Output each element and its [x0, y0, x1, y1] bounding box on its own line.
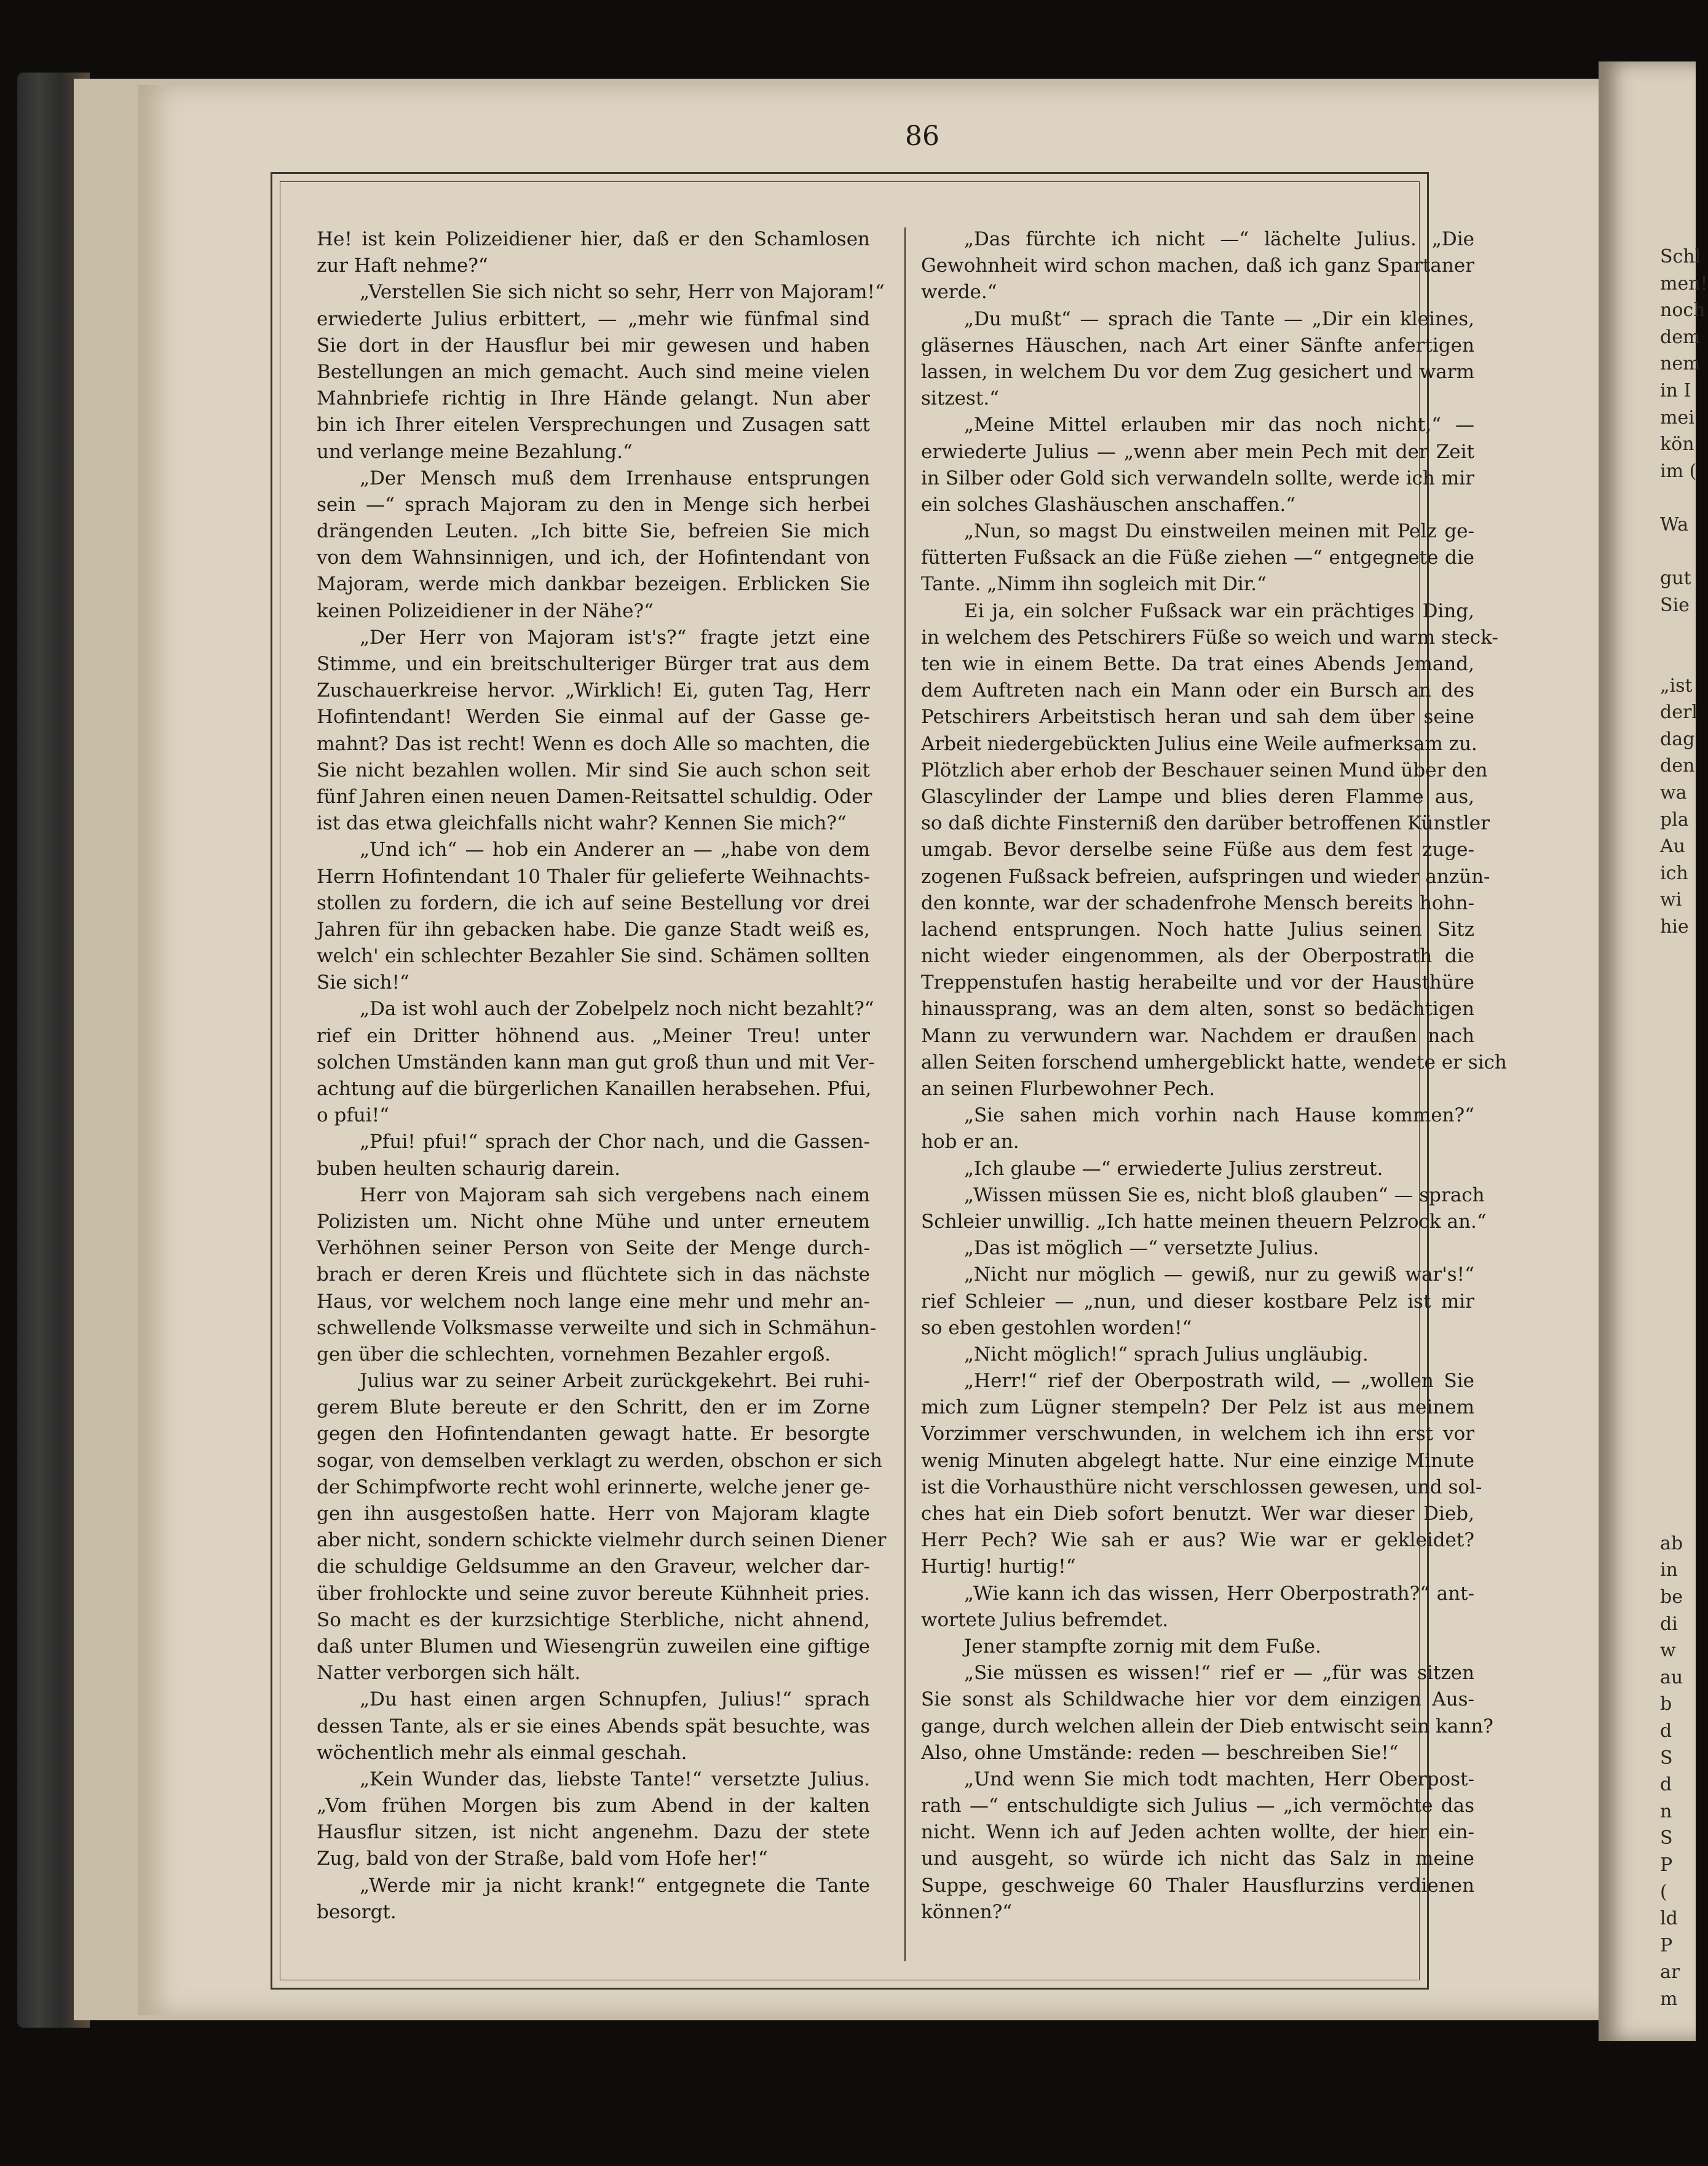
text-line: „Da ist wohl auch der Zobelpelz noch nicht bezahlt?“	[360, 998, 874, 1021]
text-line: Polizisten um. Nicht ohne Mühe und unter erneutem	[317, 1210, 870, 1233]
text-line: Mahnbriefe richtig in Ihre Hände gelangt. Nun aber	[317, 387, 870, 410]
text-line: „Nicht möglich!“ sprach Julius ungläubig.	[964, 1343, 1369, 1366]
text-line: „Sie sahen mich vorhin nach Hause kommen?“	[964, 1104, 1474, 1127]
text-line: Suppe, geschweige 60 Thaler Hausflurzins verdienen	[921, 1874, 1474, 1897]
text-line: „Nun, so magst Du einstweilen meinen mit Pelz ge-	[964, 520, 1474, 543]
facing-page-fragment: n	[1660, 1800, 1672, 1822]
facing-page-fragment: P	[1660, 1854, 1673, 1876]
facing-page-fragment: wi	[1660, 889, 1682, 911]
facing-page-fragment: ab	[1660, 1532, 1683, 1554]
text-line: den konnte, war der schadenfrohe Mensch bereits hohn-	[921, 891, 1474, 914]
text-line: hob er an.	[921, 1131, 1019, 1153]
text-line: gegen den Hofintendanten gewagt hatte. Er besorgte	[317, 1423, 870, 1445]
text-line: in Silber oder Gold sich verwandeln sollte, werde ich mir	[921, 467, 1474, 489]
page-number: 86	[905, 121, 939, 152]
facing-page-fragment: in	[1660, 1559, 1678, 1581]
text-line: die schuldige Geldsumme an den Graveur, welcher dar-	[317, 1555, 870, 1578]
text-line: hinaussprang, was an dem alten, sonst so bedächtigen	[921, 998, 1474, 1021]
text-line: „Der Herr von Majoram ist's?“ fragte jetzt eine	[360, 626, 870, 649]
text-line: „Und wenn Sie mich todt machten, Herr Oberpost-	[964, 1768, 1474, 1790]
facing-page-fragment: derl	[1660, 702, 1698, 724]
text-line: buben heulten schaurig darein.	[317, 1157, 620, 1180]
facing-page-fragment: be	[1660, 1586, 1683, 1608]
text-line: Vorzimmer verschwunden, in welchem ich ihn erst vor	[921, 1423, 1474, 1445]
facing-page-fragment: S	[1660, 1747, 1673, 1769]
column-divider	[904, 227, 906, 1961]
text-line: gerem Blute bereute er den Schritt, den er im Zorne	[317, 1396, 870, 1419]
text-line: „Das ist möglich —“ versetzte Julius.	[964, 1237, 1319, 1260]
text-line: dem Auftreten nach ein Mann oder ein Bursch an des	[921, 679, 1474, 702]
text-line: erwiederte Julius erbittert, — „mehr wie fünfmal sind	[317, 307, 870, 330]
right-text-column	[921, 226, 1507, 1926]
text-line: stollen zu fordern, die ich auf seine Bestellung vor drei	[317, 891, 870, 914]
text-line: Treppenstufen hastig herabeilte und vor der Hausthüre	[921, 971, 1474, 994]
facing-page-fragment: d	[1660, 1720, 1672, 1742]
text-line: besorgt.	[317, 1900, 397, 1923]
text-line: dessen Tante, als er sie eines Abends spät besuchte, was	[317, 1715, 870, 1737]
text-line: können?“	[921, 1900, 1013, 1923]
text-line: „Du hast einen argen Schnupfen, Julius!“ sprach	[360, 1688, 870, 1711]
text-line: mich zum Lügner stempeln? Der Pelz ist aus meinem	[921, 1396, 1474, 1419]
text-line: nicht wieder eingenommen, als der Oberpostrath die	[921, 945, 1474, 968]
text-line: und ausgeht, so würde ich nicht das Salz in meine	[921, 1848, 1474, 1870]
facing-page-edge	[1599, 61, 1708, 2041]
facing-page-fragment: au	[1660, 1666, 1683, 1688]
text-line: Schleier unwillig. „Ich hatte meinen theuern Pelzrock an.“	[921, 1210, 1487, 1233]
facing-page-fragment: dag	[1660, 728, 1695, 750]
text-line: Petschirers Arbeitstisch heran und sah dem über seine	[921, 706, 1474, 729]
text-line: mahnt? Das ist recht! Wenn es doch Alle so machten, die	[317, 732, 870, 755]
text-line: lachend entsprungen. Noch hatte Julius seinen Sitz	[921, 918, 1474, 941]
text-line: „Verstellen Sie sich nicht so sehr, Herr von Majoram!“	[360, 281, 885, 304]
facing-page-fragment: w	[1660, 1640, 1676, 1662]
text-line: brach er deren Kreis und flüchtete sich in das nächste	[317, 1263, 870, 1286]
text-line: Hofintendant! Werden Sie einmal auf der Gasse ge-	[317, 706, 870, 729]
text-line: nicht. Wenn ich auf Jeden achten wollte, der hier ein-	[921, 1821, 1474, 1844]
text-line: „Sie müssen es wissen!“ rief er — „für was sitzen	[964, 1662, 1474, 1685]
text-line: aber nicht, sondern schickte vielmehr durch seinen Diener	[317, 1529, 887, 1552]
text-line: Sie sich!“	[317, 971, 409, 994]
text-line: so eben gestohlen worden!“	[921, 1316, 1192, 1339]
text-line: ist das etwa gleichfalls nicht wahr? Kennen Sie mich?“	[317, 812, 847, 835]
facing-page-fragment: dem	[1660, 326, 1701, 348]
text-line: umgab. Bevor derselbe seine Füße aus dem fest zuge-	[921, 839, 1474, 861]
text-line: drängenden Leuten. „Ich bitte Sie, befreien Sie mich	[317, 520, 870, 543]
text-line: He! ist kein Polizeidiener hier, daß er den Schamlosen	[317, 228, 870, 250]
facing-page-fragment: nem	[1660, 353, 1701, 375]
text-line: gläsernes Häuschen, nach Art einer Sänfte anfertigen	[921, 334, 1474, 357]
facing-page-fragment: ld	[1660, 1908, 1678, 1930]
text-line: Jahren für ihn gebacken habe. Die ganze Stadt weiß es,	[317, 918, 870, 941]
left-text-column	[317, 226, 887, 1926]
text-line: Mann zu verwundern war. Nachdem er draußen nach	[921, 1024, 1474, 1047]
text-line: Stimme, und ein breitschulteriger Bürger trat aus dem	[317, 653, 870, 675]
text-line: und verlange meine Bezahlung.“	[317, 440, 633, 463]
text-line: sitzest.“	[921, 387, 1000, 410]
text-line: „Du mußt“ — sprach die Tante — „Dir ein kleines,	[964, 307, 1474, 330]
text-line: gen ihn ausgestoßen hatte. Herr von Majoram klagte	[317, 1503, 870, 1525]
text-line: Herrn Hofintendant 10 Thaler für gelieferte Weihnachts-	[317, 865, 870, 888]
facing-page-fragment: noch	[1660, 299, 1706, 322]
text-line: „Pfui! pfui!“ sprach der Chor nach, und die Gassen-	[360, 1131, 870, 1153]
text-line: Herr von Majoram sah sich vergebens nach einem	[360, 1184, 870, 1206]
text-line: ist die Vorhausthüre nicht verschlossen gewesen, und sol-	[921, 1476, 1482, 1498]
facing-page-fragment: den	[1660, 755, 1695, 777]
text-line: Gewohnheit wird schon machen, daß ich ganz Spartaner	[921, 255, 1474, 277]
text-line: Jener stampfte zornig mit dem Fuße.	[964, 1635, 1321, 1658]
text-line: Hurtig! hurtig!“	[921, 1555, 1076, 1578]
text-line: werde.“	[921, 281, 997, 304]
text-line: der Schimpfworte recht wohl erinnerte, welche jener ge-	[317, 1476, 870, 1498]
facing-page-fragment: Wa	[1660, 514, 1689, 536]
text-line: „Und ich“ — hob ein Anderer an — „habe von dem	[360, 839, 870, 861]
text-line: „Das fürchte ich nicht —“ lächelte Julius. „Die	[964, 228, 1474, 250]
text-line: keinen Polizeidiener in der Nähe?“	[317, 599, 654, 622]
text-line: Majoram, werde mich dankbar bezeigen. Erblicken Sie	[317, 573, 870, 596]
text-line: so daß dichte Finsterniß den darüber betroffenen Künstler	[921, 812, 1490, 835]
facing-page-fragment: ich	[1660, 862, 1688, 884]
text-line: ten wie in einem Bette. Da trat eines Abends Jemand,	[921, 653, 1474, 675]
text-line: über frohlockte und seine zuvor bereute Kühnheit pries.	[317, 1582, 870, 1605]
facing-page-fragment: wa	[1660, 782, 1687, 804]
text-line: „Kein Wunder das, liebste Tante!“ versetzte Julius.	[360, 1768, 870, 1790]
text-line: rief Schleier — „nun, und dieser kostbare Pelz ist mir	[921, 1290, 1474, 1313]
facing-page-fragment: pla	[1660, 808, 1689, 831]
facing-page-fragment: kön	[1660, 433, 1694, 456]
text-line: Arbeit niedergebückten Julius eine Weile aufmerksam zu.	[921, 732, 1477, 755]
facing-page-fragment: hie	[1660, 916, 1689, 938]
facing-page-fragment: men!	[1660, 272, 1708, 294]
text-line: bin ich Ihrer eitelen Versprechungen und Zusagen satt	[317, 414, 870, 437]
facing-page-fragment: Schl	[1660, 246, 1701, 267]
facing-page-fragment: mei	[1660, 406, 1694, 429]
facing-page-fragment: im (	[1660, 460, 1697, 482]
text-line: Sie dort in der Hausflur bei mir gewesen und haben	[317, 334, 870, 357]
text-line: schwellende Volksmasse verweilte und sich in Schmähun-	[317, 1316, 877, 1339]
text-line: Herr Pech? Wie sah er aus? Wie war er gekleidet?	[921, 1529, 1474, 1552]
text-line: gen über die schlechten, vornehmen Bezahler ergoß.	[317, 1343, 831, 1366]
text-line: welch' ein schlechter Bezahler Sie sind. Schämen sollten	[317, 945, 870, 968]
facing-page-fragment: Au	[1660, 836, 1685, 858]
text-line: „Der Mensch muß dem Irrenhause entsprungen	[360, 467, 870, 489]
facing-page-fragment: di	[1660, 1613, 1678, 1635]
text-line: Zug, bald von der Straße, bald vom Hofe her!“	[317, 1848, 768, 1870]
facing-page-fragment: m	[1660, 1988, 1678, 2010]
text-line: Natter verborgen sich hält.	[317, 1662, 581, 1685]
text-line: wenig Minuten abgelegt hatte. Nur eine einzige Minute	[921, 1449, 1474, 1472]
text-line: lassen, in welchem Du vor dem Zug gesichert und warm	[921, 360, 1474, 383]
text-line: fütterten Fußsack an die Füße ziehen —“ entgegnete die	[921, 547, 1474, 569]
text-line: Hausflur sitzen, ist nicht angenehm. Dazu der stete	[317, 1821, 870, 1844]
text-line: allen Seiten forschend umhergeblickt hatte, wendete er sich	[921, 1051, 1507, 1073]
text-line: fünf Jahren einen neuen Damen-Reitsattel schuldig. Oder	[317, 785, 872, 808]
text-line: erwiederte Julius — „wenn aber mein Pech mit der Zeit	[921, 440, 1474, 463]
text-line: Sie nicht bezahlen wollen. Mir sind Sie auch schon seit	[317, 759, 870, 781]
text-line: Also, ohne Umstände: reden — beschreiben Sie!“	[921, 1741, 1399, 1764]
text-line: ein solches Glashäuschen anschaffen.“	[921, 493, 1296, 516]
text-line: „Wissen müssen Sie es, nicht bloß glauben“ — sprach	[964, 1184, 1485, 1206]
text-line: zur Haft nehme?“	[317, 255, 488, 277]
text-line: Sie sonst als Schildwache hier vor dem einzigen Aus-	[921, 1688, 1474, 1711]
facing-page-fragment: d	[1660, 1774, 1672, 1796]
text-line: Haus, vor welchem noch lange eine mehr und mehr an-	[317, 1290, 870, 1313]
text-line: Glascylinder der Lampe und blies deren Flamme aus,	[921, 785, 1474, 808]
text-line: „Ich glaube —“ erwiederte Julius zerstreut.	[964, 1157, 1383, 1180]
text-line: „Nicht nur möglich — gewiß, nur zu gewiß war's!“	[964, 1263, 1474, 1286]
facing-page-fragment: P	[1660, 1934, 1673, 1956]
text-line: Bestellungen an mich gemacht. Auch sind meine vielen	[317, 360, 870, 383]
text-line: o pfui!“	[317, 1104, 390, 1127]
facing-page-fragment: „ist	[1660, 674, 1693, 697]
text-line: in welchem des Petschirers Füße so weich und warm steck-	[921, 626, 1498, 649]
text-line: daß unter Blumen und Wiesengrün zuweilen eine giftige	[317, 1635, 870, 1658]
text-line: Ei ja, ein solcher Fußsack war ein prächtiges Ding,	[964, 599, 1474, 622]
facing-page-fragment: in I	[1660, 380, 1691, 401]
facing-page-fragment: gut	[1660, 567, 1691, 590]
facing-page-fragment: S	[1660, 1827, 1673, 1849]
text-line: achtung auf die bürgerlichen Kanaillen herabsehen. Pfui,	[317, 1078, 872, 1100]
text-line: sogar, von demselben verklagt zu werden, obschon er sich	[317, 1449, 882, 1472]
facing-page-fragment: ar	[1660, 1961, 1680, 1983]
text-line: von dem Wahnsinnigen, und ich, der Hofintendant von	[317, 547, 870, 569]
text-line: Julius war zu seiner Arbeit zurückgekehrt. Bei ruhi-	[360, 1370, 870, 1393]
text-line: So macht es der kurzsichtige Sterbliche, nicht ahnend,	[317, 1608, 870, 1631]
text-line: Zuschauerkreise hervor. „Wirklich! Ei, guten Tag, Herr	[317, 679, 870, 702]
text-line: Verhöhnen seiner Person von Seite der Menge durch-	[317, 1237, 870, 1260]
text-line: rief ein Dritter höhnend aus. „Meiner Treu! unter	[317, 1024, 870, 1047]
text-line: wöchentlich mehr als einmal geschah.	[317, 1741, 687, 1764]
text-line: sein —“ sprach Majoram zu den in Menge sich herbei	[317, 493, 870, 516]
text-line: wortete Julius befremdet.	[921, 1608, 1169, 1631]
facing-page-fragment: Sie	[1660, 594, 1690, 616]
text-line: „Wie kann ich das wissen, Herr Oberpostrath?“ ant-	[964, 1582, 1474, 1605]
text-line: „Vom frühen Morgen bis zum Abend in der kalten	[317, 1795, 870, 1817]
text-line: zogenen Fußsack befreien, aufspringen und wieder anzün-	[921, 865, 1490, 888]
facing-page-fragment: (	[1660, 1881, 1667, 1903]
text-line: ches hat ein Dieb sofort benutzt. Wer war dieser Dieb,	[921, 1503, 1474, 1525]
text-line: Plötzlich aber erhob der Beschauer seinen Mund über den	[921, 759, 1488, 781]
text-line: an seinen Flurbewohner Pech.	[921, 1078, 1216, 1100]
text-line: rath —“ entschuldigte sich Julius — „ich vermöchte das	[921, 1795, 1474, 1817]
text-line: gange, durch welchen allein der Dieb entwischt sein kann?	[921, 1715, 1493, 1737]
facing-page-fragment: b	[1660, 1693, 1672, 1715]
text-line: solchen Umständen kann man gut groß thun und mit Ver-	[317, 1051, 875, 1073]
text-line: Tante. „Nimm ihn sogleich mit Dir.“	[921, 573, 1267, 596]
text-line: „Herr!“ rief der Oberpostrath wild, — „wollen Sie	[964, 1370, 1474, 1393]
text-line: „Meine Mittel erlauben mir das noch nicht,“ —	[964, 414, 1474, 437]
text-line: „Werde mir ja nicht krank!“ entgegnete die Tante	[360, 1874, 870, 1897]
